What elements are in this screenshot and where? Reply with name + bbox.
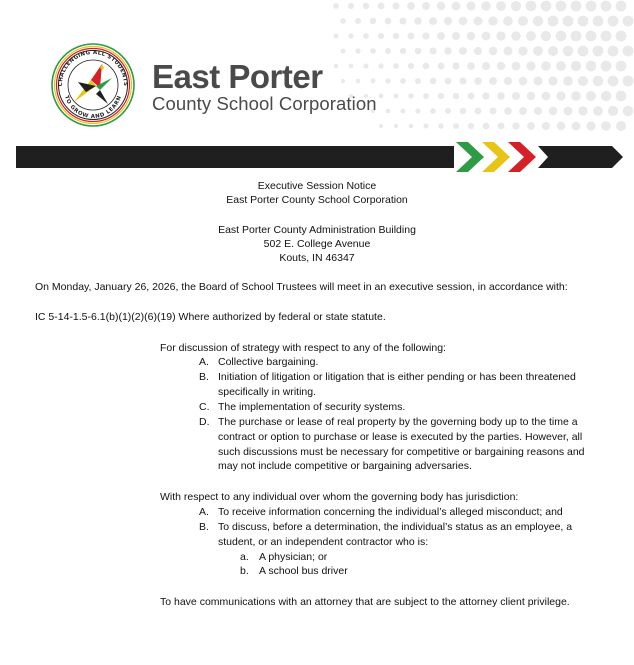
decor-dot <box>542 122 550 130</box>
decor-dot <box>437 32 445 40</box>
decor-dot <box>482 62 490 70</box>
list-item-text-cont: may not include competitive or bargaining adversaries. <box>218 460 472 473</box>
list-item-text: To receive information concerning the individual’s alleged misconduct; and <box>218 506 563 518</box>
decor-dot <box>534 107 542 115</box>
decor-dot <box>444 47 451 54</box>
decor-dot <box>423 63 430 70</box>
decor-dot <box>483 123 490 130</box>
decor-dot <box>453 93 460 100</box>
list-marker: B. <box>199 371 209 383</box>
decor-dot <box>333 3 339 9</box>
individual-subitem-b <box>240 564 540 579</box>
decor-dot <box>504 47 513 56</box>
header-banner <box>16 141 624 173</box>
decor-dot <box>518 16 528 26</box>
decor-dot <box>512 62 521 71</box>
decor-dot <box>533 16 543 26</box>
decor-dot <box>452 62 459 69</box>
decor-dot <box>623 46 634 57</box>
decor-dot <box>482 92 489 99</box>
decor-dot <box>363 33 369 39</box>
decor-dot <box>430 108 436 114</box>
decor-dot <box>557 122 565 130</box>
decor-dot <box>400 78 406 84</box>
notice-building: East Porter County Administration Building <box>218 224 416 236</box>
notice-street: 502 E. College Avenue <box>263 238 371 250</box>
decor-dot <box>608 46 619 57</box>
decor-dot <box>460 108 466 114</box>
decor-dot <box>593 76 603 86</box>
decor-dot <box>409 124 414 129</box>
logo-ring-text-top: CHALLENGING ALL STUDENTS <box>57 49 129 87</box>
list-item-text: To discuss, before a determination, the individual’s status as an employee, a <box>218 521 573 533</box>
decor-dot <box>512 92 520 100</box>
decor-dot <box>393 33 400 40</box>
decor-dot <box>334 64 338 68</box>
decor-dot <box>429 17 437 25</box>
decor-dot <box>445 78 452 85</box>
decor-dot <box>466 1 475 10</box>
individual-subitem-a <box>240 550 540 565</box>
decor-dot <box>355 18 361 24</box>
chevron-yellow-icon <box>482 142 510 172</box>
decor-dot <box>444 17 452 25</box>
decor-dot <box>385 48 391 54</box>
decor-dot <box>400 48 406 54</box>
list-marker: a. <box>240 551 249 563</box>
decor-dot <box>586 91 596 101</box>
decor-dot <box>355 48 360 53</box>
decor-dot <box>348 3 354 9</box>
list-marker: B. <box>199 521 209 533</box>
decor-dot <box>498 123 505 130</box>
decor-dot <box>481 1 490 10</box>
decor-dot <box>429 47 436 54</box>
star-logo-icon <box>50 42 136 128</box>
notice-statute: IC 5-14-1.5-6.1(b)(1)(2)(6)(19) Where authorized by federal or state statute. <box>35 311 386 323</box>
decor-dot <box>422 2 430 10</box>
strategy-item-b <box>199 370 619 400</box>
decor-dot <box>430 78 436 84</box>
decor-dot <box>526 31 536 41</box>
decor-dot <box>468 123 474 129</box>
decor-dot <box>341 49 346 54</box>
decor-dot <box>489 77 497 85</box>
decor-dot <box>549 107 558 116</box>
notice-title: Executive Session Notice <box>257 180 377 192</box>
decor-dot <box>349 64 354 69</box>
decor-dot <box>534 77 543 86</box>
strategy-heading: For discussion of strategy with respect to any of the following: <box>160 342 446 354</box>
decor-dot <box>616 31 627 42</box>
decor-dot <box>414 17 421 24</box>
decor-dot <box>407 2 415 10</box>
decor-dot <box>519 107 527 115</box>
decor-dot <box>401 109 406 114</box>
decor-dot <box>608 16 619 27</box>
banner-arrow-tip <box>538 146 623 168</box>
chevron-red-icon <box>508 142 536 172</box>
strategy-item-c <box>199 400 619 415</box>
decor-dot <box>393 93 398 98</box>
decor-dot <box>378 33 384 39</box>
decor-dot <box>563 16 574 27</box>
decor-dot <box>556 91 565 100</box>
decor-dot <box>459 17 468 26</box>
decor-dot <box>408 63 414 69</box>
list-item-text-cont: such discussions must be necessary for competitive or bargaining reasons and <box>218 445 585 458</box>
decor-dot <box>601 1 612 12</box>
decor-dot <box>556 1 567 12</box>
list-item-text-cont: contract or option to purchase or lease is executed by the parties. However, all <box>218 430 583 443</box>
decor-dot <box>593 106 603 116</box>
decor-dot <box>340 18 346 24</box>
decor-dot <box>518 46 527 55</box>
decor-dot <box>623 76 634 87</box>
decor-dot <box>392 2 399 9</box>
district-subtitle: County School Corporation <box>152 93 377 114</box>
decor-dot <box>623 16 634 27</box>
district-name: East Porter <box>152 58 323 95</box>
decor-dot <box>489 47 498 56</box>
decor-dot <box>385 78 390 83</box>
decor-dot <box>497 92 505 100</box>
decor-dot <box>541 1 552 12</box>
decor-dot <box>593 46 604 57</box>
decor-dot <box>467 62 475 70</box>
decor-dot <box>541 31 551 41</box>
list-marker: b. <box>240 565 249 577</box>
decor-dot <box>363 63 368 68</box>
individual-item-a <box>199 505 619 520</box>
closing-statement: To have communications with an attorney that are subject to the attorney client privilege. <box>160 596 570 608</box>
decor-dot <box>571 91 581 101</box>
notice-org-line: East Porter County School Corporation <box>226 194 408 206</box>
list-item-text-cont: student, or an independent contractor who is: <box>218 535 429 548</box>
decor-dot <box>379 124 383 128</box>
decor-dot <box>541 61 551 71</box>
decor-dot <box>408 33 415 40</box>
decor-dot <box>399 17 406 24</box>
decor-dot <box>467 32 475 40</box>
decor-dot <box>511 31 521 41</box>
decor-dot <box>578 16 589 27</box>
decor-dot <box>394 124 398 128</box>
decor-dot <box>593 16 604 27</box>
individual-item-b <box>199 520 619 550</box>
decor-dot <box>616 121 626 131</box>
decor-dot <box>601 61 612 72</box>
notice-intro: On Monday, January 26, 2026, the Board of School Trustees will meet in an executive session, in accordance with: <box>35 281 568 293</box>
decor-dot <box>445 108 451 114</box>
decor-dot <box>474 47 482 55</box>
decor-dot <box>601 91 611 101</box>
decor-dot <box>548 76 557 85</box>
decor-dot <box>578 46 589 57</box>
decor-dot <box>415 78 421 84</box>
decor-dot <box>370 48 376 54</box>
chevron-green-icon <box>456 142 484 172</box>
decor-dot <box>496 1 506 11</box>
decor-dot <box>586 31 597 42</box>
decor-dot <box>623 106 634 117</box>
district-logo <box>50 42 136 128</box>
header-dot-pattern <box>330 0 634 140</box>
decor-dot <box>423 93 429 99</box>
decor-dot <box>578 76 588 86</box>
decor-dot <box>586 121 595 130</box>
decor-dot <box>488 16 497 25</box>
decor-dot <box>459 47 467 55</box>
decor-dot <box>512 122 519 129</box>
list-item-text: The implementation of security systems. <box>218 401 406 413</box>
decor-dot <box>571 61 581 71</box>
list-item-text: The purchase or lease of real property by the governing body up to the time a <box>218 416 578 428</box>
list-item-text: A school bus driver <box>259 565 348 577</box>
decor-dot <box>363 3 370 10</box>
list-marker: C. <box>199 401 210 413</box>
decor-dot <box>438 63 445 70</box>
decor-dot <box>586 61 597 72</box>
decor-dot <box>452 32 460 40</box>
decor-dot <box>504 107 512 115</box>
decor-dot <box>578 106 587 115</box>
decor-dot <box>586 1 597 12</box>
decor-dot <box>379 94 384 99</box>
list-item-text: Collective bargaining. <box>218 356 319 368</box>
decor-dot <box>563 106 572 115</box>
decor-dot <box>423 123 428 128</box>
decor-dot <box>386 109 391 114</box>
decor-dot <box>526 61 535 70</box>
decor-dot <box>533 46 543 56</box>
decor-dot <box>348 33 353 38</box>
decor-dot <box>519 77 528 86</box>
decor-dot <box>616 91 627 102</box>
decor-dot <box>474 77 481 84</box>
decor-dot <box>393 63 399 69</box>
decor-dot <box>601 31 612 42</box>
decor-dot <box>333 33 338 38</box>
strategy-item-d <box>199 415 619 475</box>
decor-dot <box>452 2 461 11</box>
decor-dot <box>356 79 361 84</box>
decor-dot <box>496 31 505 40</box>
decor-dot <box>616 61 627 72</box>
decor-dot <box>542 92 551 101</box>
decor-dot <box>526 1 537 12</box>
decor-dot <box>556 61 566 71</box>
decor-dot <box>572 122 581 131</box>
decor-dot <box>371 79 376 84</box>
decor-dot <box>422 32 429 39</box>
decor-dot <box>563 76 573 86</box>
decor-dot <box>608 106 618 116</box>
individual-heading: With respect to any individual over whom the governing body has jurisdiction: <box>160 491 519 503</box>
decor-dot <box>408 93 413 98</box>
decor-dot <box>474 17 483 26</box>
list-marker: A. <box>199 506 209 518</box>
strategy-item-a <box>199 355 619 370</box>
decor-dot <box>459 77 466 84</box>
decor-dot <box>527 92 535 100</box>
decor-dot <box>415 48 422 55</box>
decor-dot <box>571 31 582 42</box>
list-item-text: A physician; or <box>259 551 328 563</box>
list-marker: D. <box>199 416 210 428</box>
decor-dot <box>453 123 459 129</box>
decor-dot <box>497 62 505 70</box>
decor-dot <box>503 16 513 26</box>
decor-dot <box>378 3 385 10</box>
decor-dot <box>437 2 445 10</box>
decor-dot <box>616 1 627 12</box>
decor-dot <box>548 16 559 27</box>
decor-dot <box>341 79 345 83</box>
decor-dot <box>370 18 376 24</box>
decor-dot <box>378 63 383 68</box>
decor-dot <box>385 18 392 25</box>
banner-bar <box>16 146 454 168</box>
decor-dot <box>563 46 573 56</box>
decor-dot <box>527 122 535 130</box>
decor-dot <box>482 32 491 41</box>
notice-city: Kouts, IN 46347 <box>279 252 355 264</box>
decor-dot <box>489 107 496 114</box>
decor-dot <box>556 31 567 42</box>
decor-dot <box>468 93 475 100</box>
decor-dot <box>438 93 444 99</box>
decor-dot <box>548 46 558 56</box>
decor-dot <box>608 76 619 87</box>
decor-dot <box>415 108 420 113</box>
decor-dot <box>504 77 512 85</box>
decor-dot <box>571 1 582 12</box>
decor-dot <box>475 108 482 115</box>
list-marker: A. <box>199 356 209 368</box>
logo-ring-text-bottom: TO GROW AND LEARN <box>62 94 124 121</box>
decor-dot <box>438 123 443 128</box>
decor-dot <box>511 1 521 11</box>
decor-dot <box>601 121 611 131</box>
list-item-text-cont: specifically in writing. <box>218 385 317 398</box>
list-item-text: Initiation of litigation or litigation that is either pending or has been threatened <box>218 371 576 383</box>
